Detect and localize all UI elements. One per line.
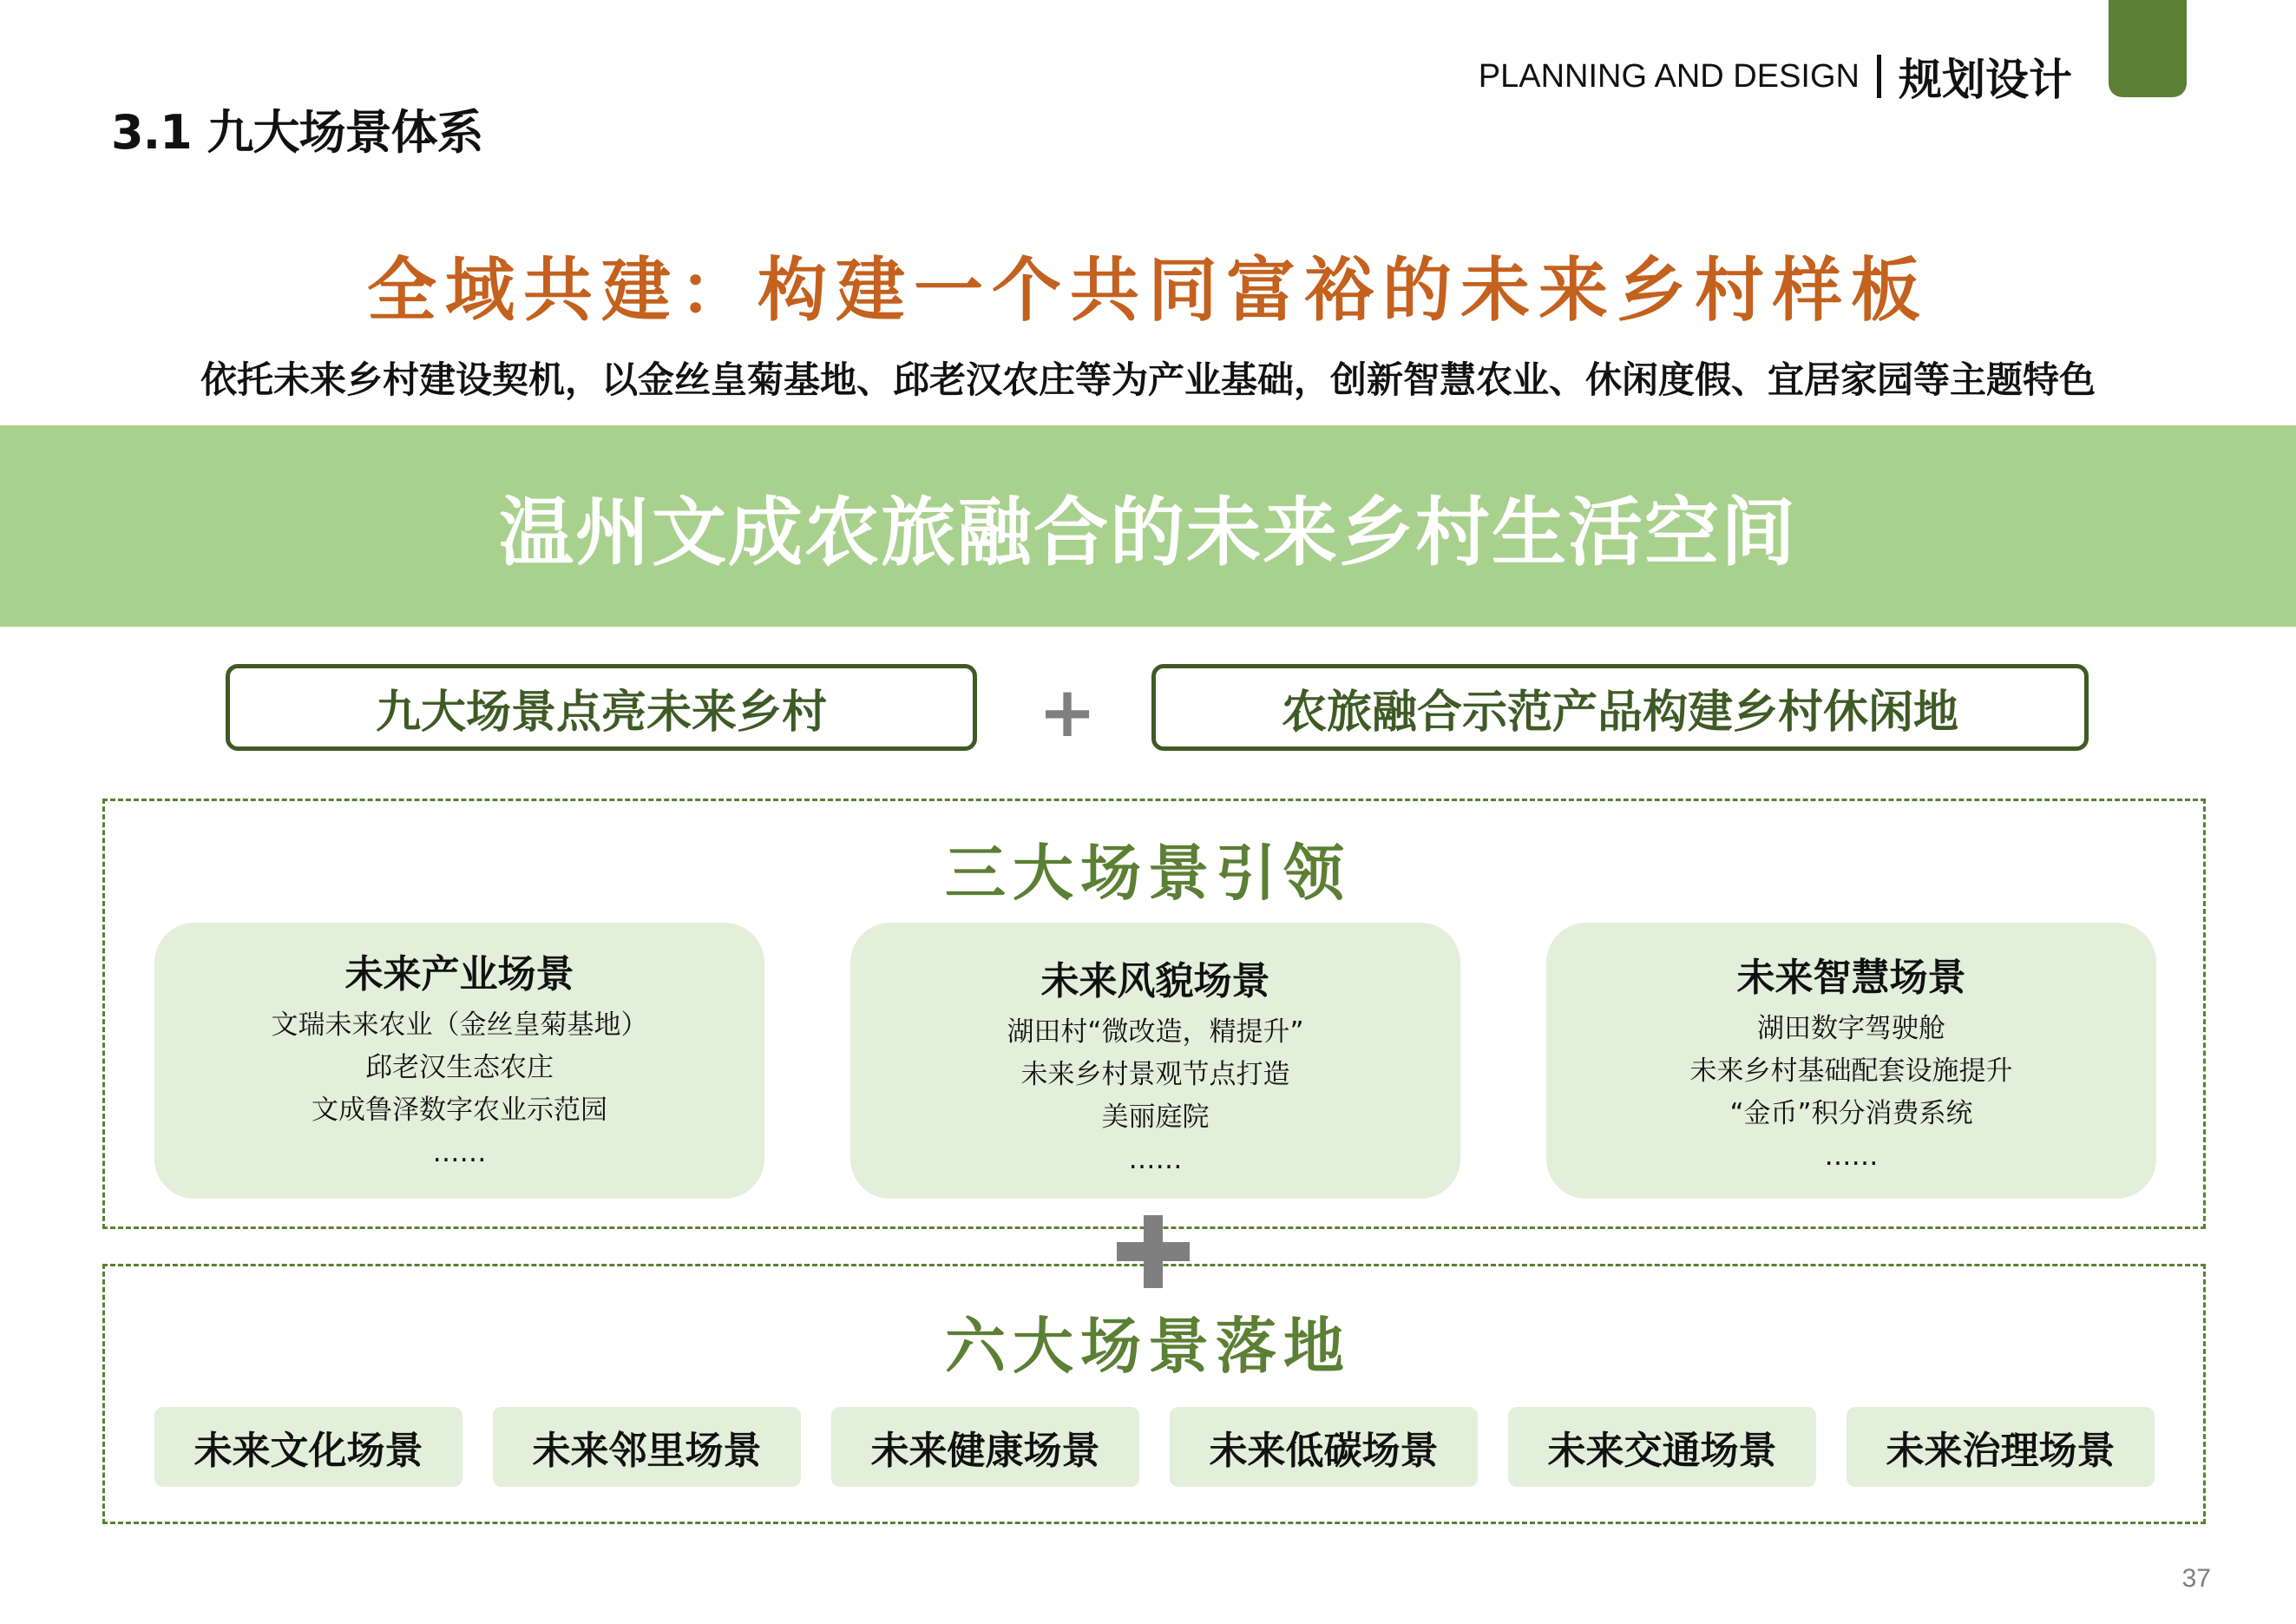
scene-tag-health: 未来健康场景 [831, 1407, 1139, 1487]
scene-card-line: …… [1128, 1144, 1183, 1175]
banner-title: 温州文成农旅融合的未来乡村生活空间 [499, 490, 1797, 576]
scene-card-line: …… [432, 1137, 487, 1168]
plus-icon [1117, 1215, 1190, 1288]
headline: 全域共建：构建一个共同富裕的未来乡村样板 [367, 250, 1929, 331]
header-chinese: 规划设计 [1899, 55, 2072, 105]
plus-icon: + [1038, 671, 1097, 753]
scene-tag-transport: 未来交通场景 [1508, 1407, 1816, 1487]
scene-card-title: 未来产业场景 [344, 952, 574, 996]
pill-agritourism: 农旅融合示范产品构建乡村休闲地 [1151, 664, 2089, 751]
scene-tag-governance: 未来治理场景 [1847, 1407, 2155, 1487]
scene-card-line: 湖田村“微改造，精提升” [1007, 1016, 1304, 1048]
scene-card-line: 湖田数字驾驶舱 [1757, 1013, 1945, 1044]
brand-tab [2109, 0, 2187, 97]
scene-card-line: 未来乡村景观节点打造 [1020, 1059, 1290, 1090]
scene-card-line: 未来乡村基础配套设施提升 [1689, 1055, 2013, 1087]
scene-card-title: 未来风貌场景 [1040, 959, 1270, 1003]
scene-card-title: 未来智慧场景 [1736, 956, 1966, 1000]
scene-card-line: 邱老汉生态农庄 [365, 1052, 554, 1083]
scene-card-smart [1546, 923, 2156, 1199]
subheadline: 依托未来乡村建设契机，以金丝皇菊基地、邱老汉农庄等为产业基础，创新智慧农业、休闲度假、宜居家园等主题特色 [200, 358, 2096, 401]
page-number: 37 [2181, 1564, 2211, 1593]
scene-tag-culture: 未来文化场景 [154, 1407, 462, 1487]
scene-card-industry [154, 923, 764, 1199]
banner [0, 425, 2296, 627]
scene-card-landscape [850, 923, 1460, 1199]
scene-card-line: “金币”积分消费系统 [1729, 1098, 1973, 1129]
scene-card-line: 美丽庭院 [1101, 1101, 1210, 1133]
scene-card-line: …… [1824, 1141, 1879, 1172]
scene-tag-low-carbon: 未来低碳场景 [1170, 1407, 1478, 1487]
grounded-scenes-title: 六大场景落地 [945, 1311, 1351, 1382]
scene-card-line: 文成鲁泽数字农业示范园 [312, 1095, 607, 1126]
header-divider [1877, 55, 1881, 98]
header-english: PLANNING AND DESIGN [1478, 57, 1860, 95]
pill-nine-scenes: 九大场景点亮未来乡村 [226, 664, 977, 751]
scene-tag-neighbor: 未来邻里场景 [493, 1407, 801, 1487]
section-title: 3.1 九大场景体系 [111, 105, 483, 160]
page-header [1478, 50, 2072, 105]
leading-scenes-title: 三大场景引领 [945, 838, 1351, 909]
scene-card-line: 文瑞未来农业（金丝皇菊基地） [271, 1009, 648, 1041]
